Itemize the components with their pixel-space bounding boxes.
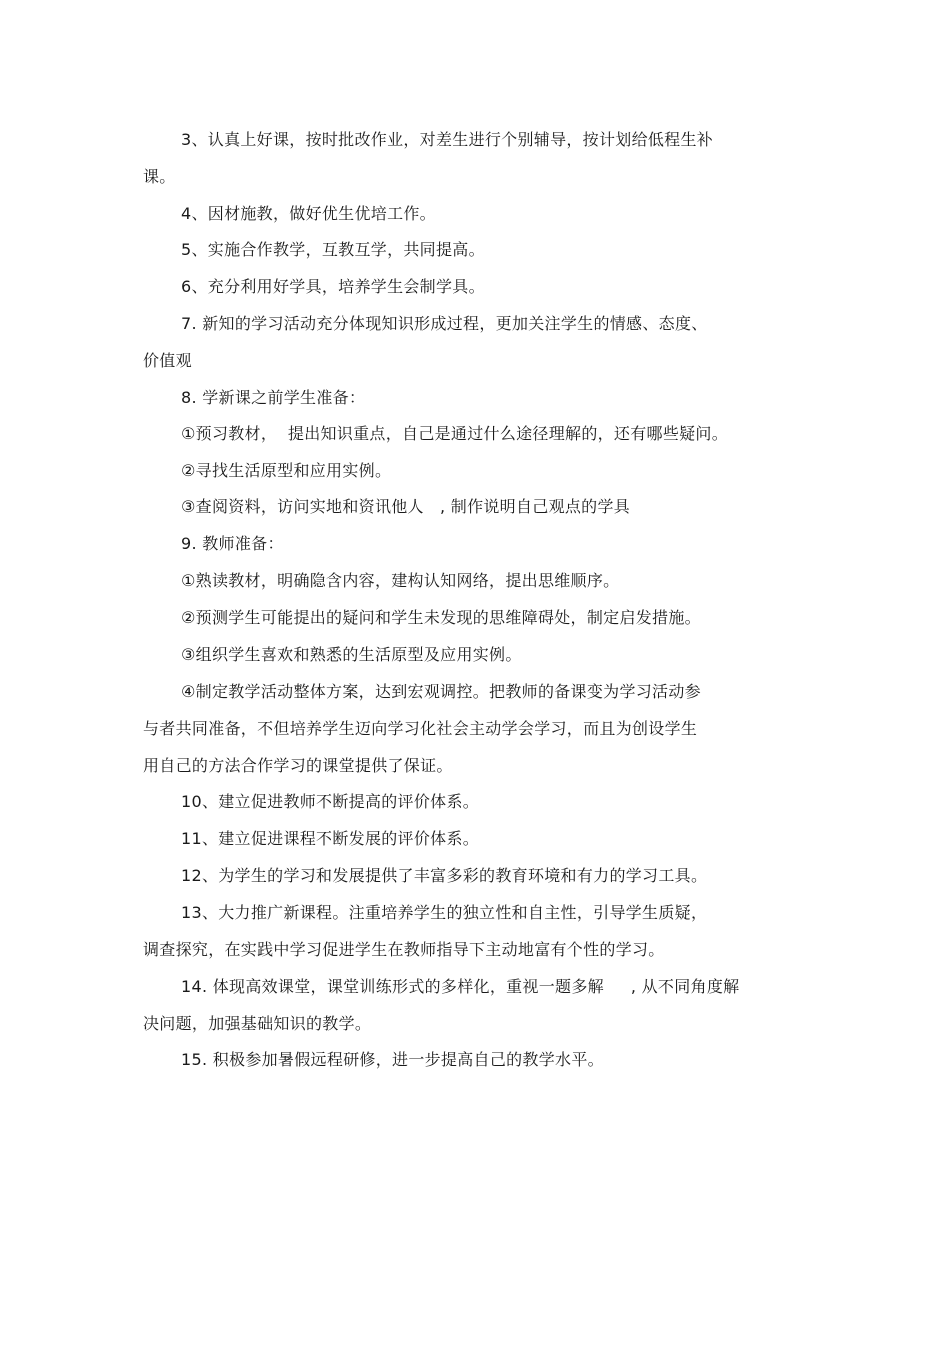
item-14-line-1: 14. 体现高效课堂，课堂训练形式的多样化，重视一题多解 , 从不同角度解 xyxy=(181,977,740,996)
item-15-line-1: 15. 积极参加暑假远程研修，进一步提高自己的教学水平。 xyxy=(181,1050,604,1069)
item-7-line-2: 价值观 xyxy=(143,351,192,370)
item-9-line-1: 9. 教师准备： xyxy=(181,534,284,553)
item-9-2-line-1: ②预测学生可能提出的疑问和学生未发现的思维障碍处，制定启发措施。 xyxy=(181,608,701,627)
item-12-line-1: 12、为学生的学习和发展提供了丰富多彩的教育环境和有力的学习工具。 xyxy=(181,866,708,885)
item-3-line-2: 课。 xyxy=(143,167,176,186)
item-3-line-1: 3、认真上好课，按时批改作业，对差生进行个别辅导，按计划给低程生补 xyxy=(181,130,714,149)
item-7-line-1: 7. 新知的学习活动充分体现知识形成过程，更加关注学生的情感、态度、 xyxy=(181,314,708,333)
item-9-3-line-1: ③组织学生喜欢和熟悉的生活原型及应用实例。 xyxy=(181,645,522,664)
item-8-2-line-1: ②寻找生活原型和应用实例。 xyxy=(181,461,392,480)
item-8-1-line-1: ①预习教材， 提出知识重点，自己是通过什么途径理解的，还有哪些疑问。 xyxy=(181,424,729,443)
item-9-4-line-3: 用自己的方法合作学习的课堂提供了保证。 xyxy=(143,756,453,775)
item-4-line-1: 4、因材施教，做好优生优培工作。 xyxy=(181,204,436,223)
item-11-line-1: 11、建立促进课程不断发展的评价体系。 xyxy=(181,829,480,848)
item-13-line-1: 13、大力推广新课程。注重培养学生的独立性和自主性，引导学生质疑， xyxy=(181,903,708,922)
item-5-line-1: 5、实施合作教学，互教互学，共同提高。 xyxy=(181,240,485,259)
item-14-line-2: 决问题，加强基础知识的教学。 xyxy=(143,1014,372,1033)
item-8-line-1: 8. 学新课之前学生准备： xyxy=(181,388,366,407)
item-13-line-2: 调查探究，在实践中学习促进学生在教师指导下主动地富有个性的学习。 xyxy=(143,940,665,959)
item-9-4-line-2: 与者共同准备，不但培养学生迈向学习化社会主动学会学习，而且为创设学生 xyxy=(143,719,698,738)
item-6-line-1: 6、充分利用好学具，培养学生会制学具。 xyxy=(181,277,485,296)
item-8-3-line-1: ③查阅资料，访问实地和资讯他人 , 制作说明自己观点的学具 xyxy=(181,497,631,516)
item-9-4-line-1: ④制定教学活动整体方案，达到宏观调控。把教师的备课变为学习活动参 xyxy=(181,682,701,701)
item-9-1-line-1: ①熟读教材，明确隐含内容，建构认知网络，提出思维顺序。 xyxy=(181,571,620,590)
item-10-line-1: 10、建立促进教师不断提高的评价体系。 xyxy=(181,792,480,811)
